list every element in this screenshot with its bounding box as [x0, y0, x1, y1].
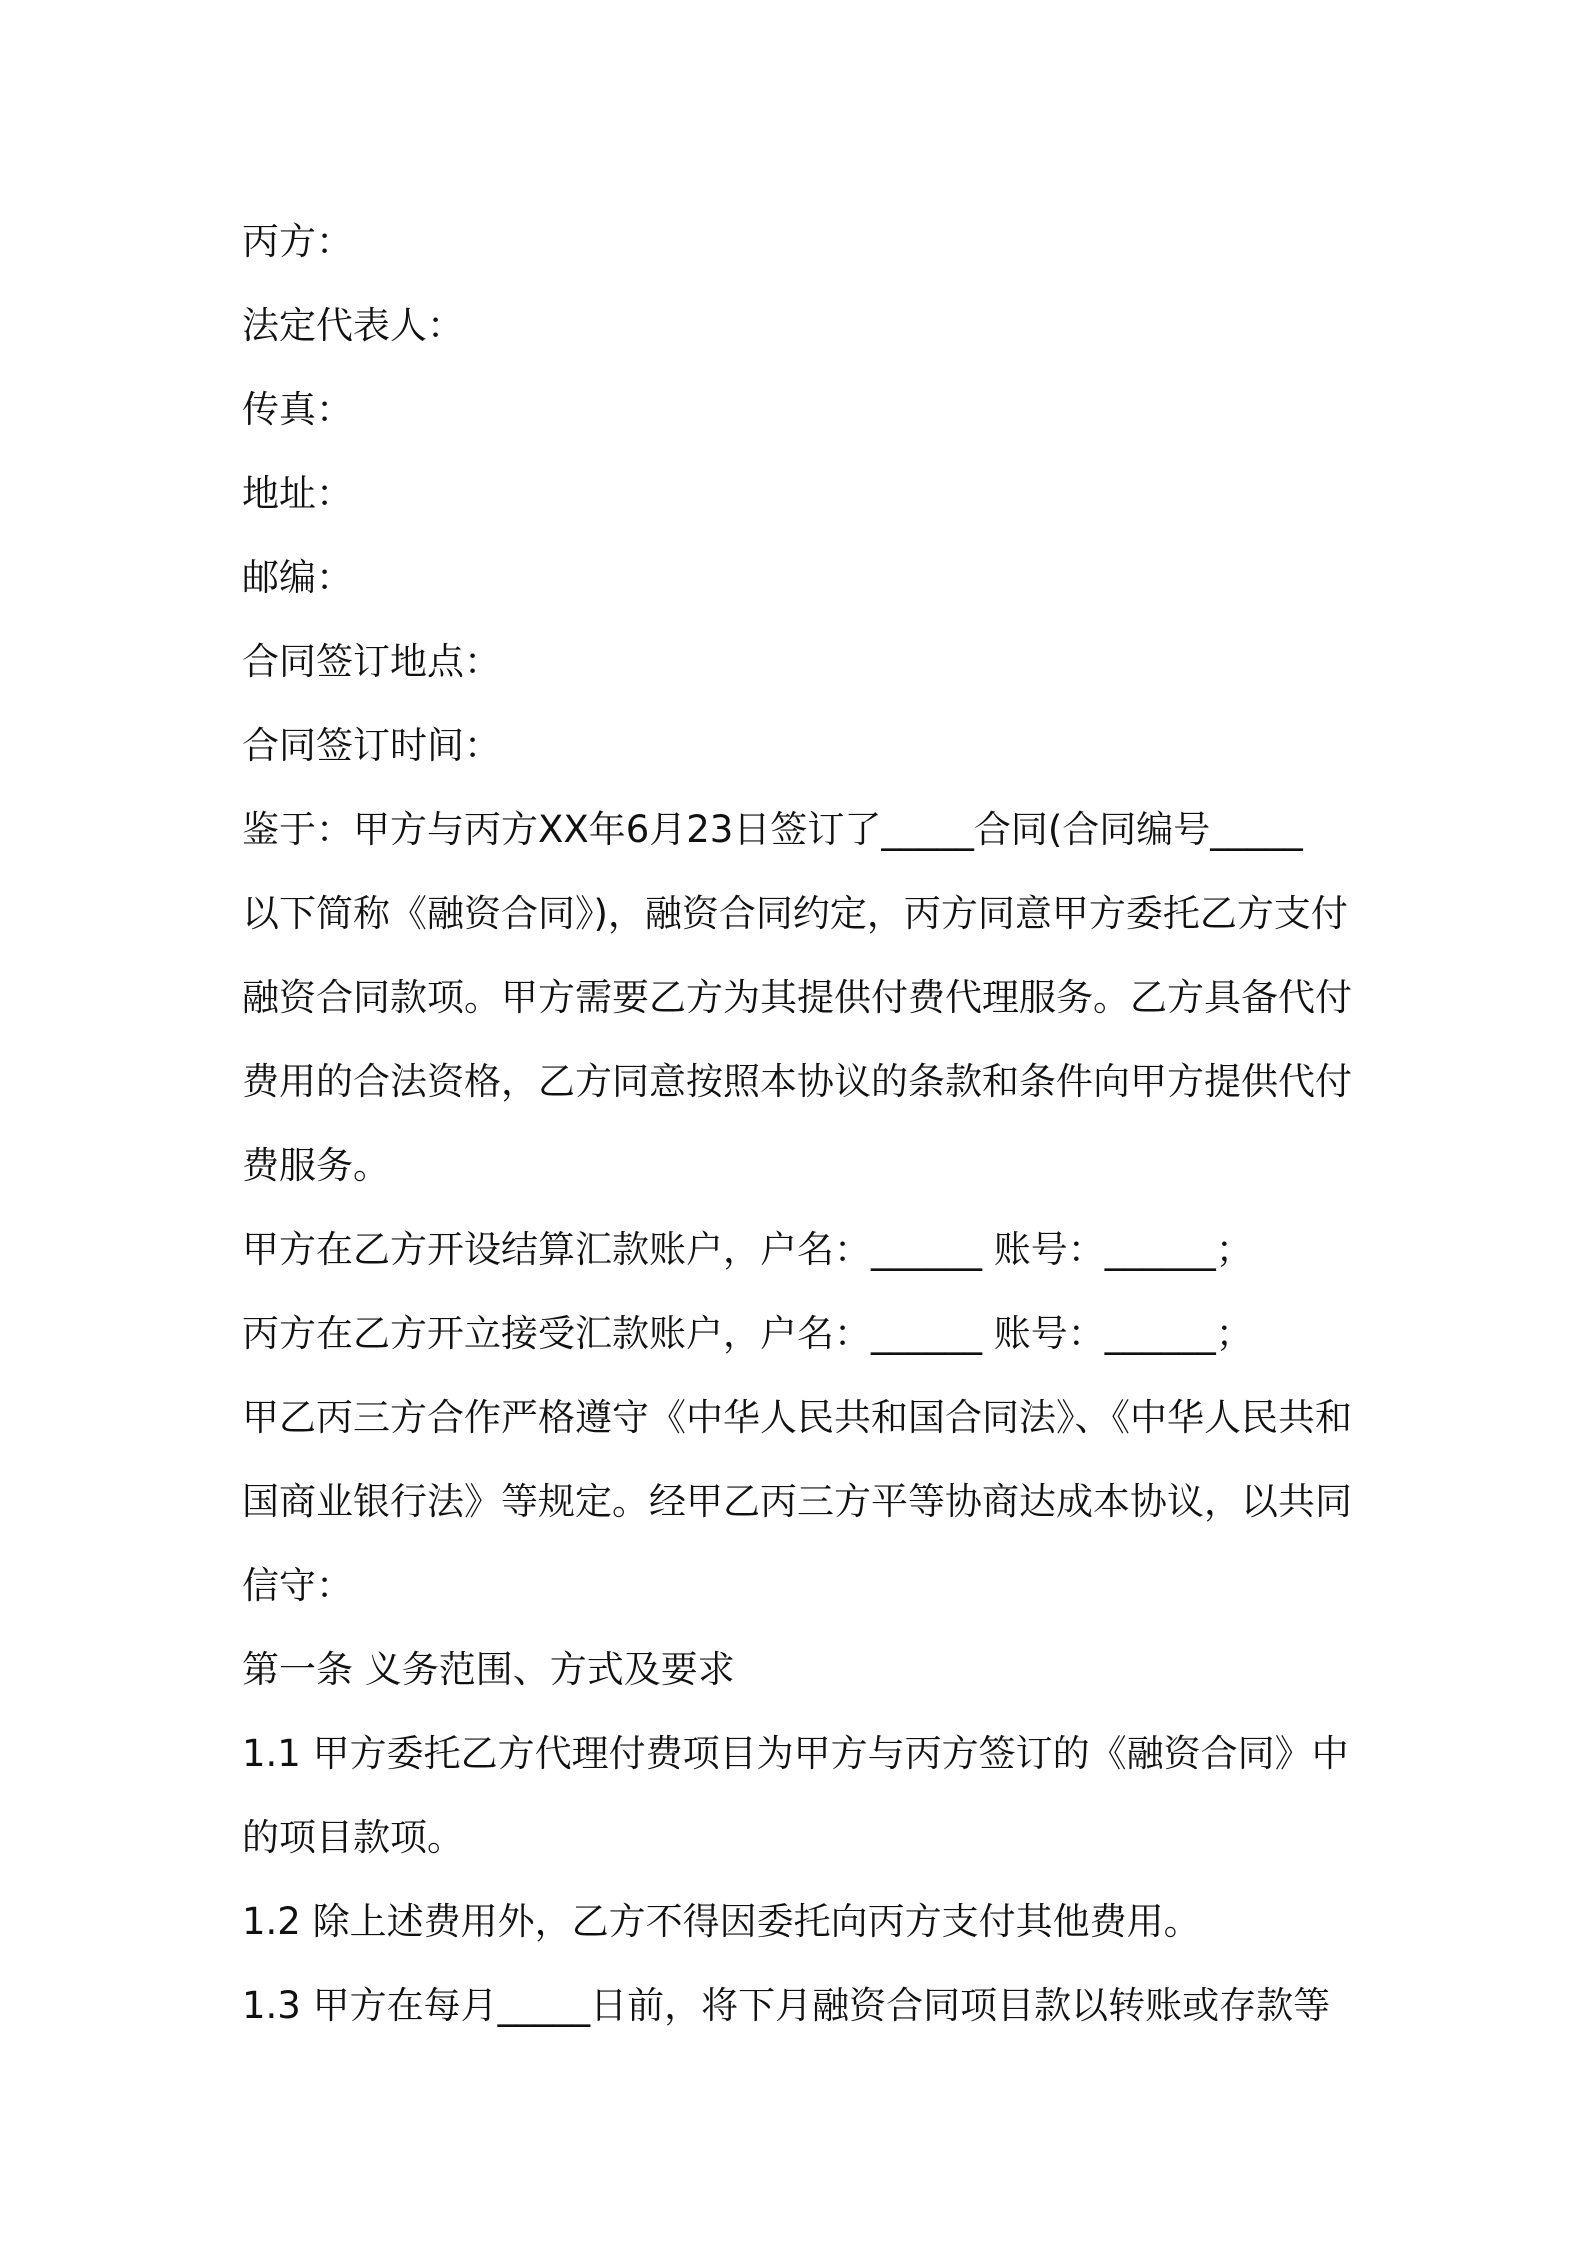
- whereas-line-5: 费服务。: [242, 1144, 390, 1187]
- whereas-line-2: 以下简称《融资合同》)，融资合同约定，丙方同意甲方委托乙方支付: [242, 892, 1348, 935]
- whereas-line-4: 费用的合法资格，乙方同意按照本协议的条款和条件向甲方提供代付: [242, 1060, 1352, 1103]
- document-body: [242, 200, 1362, 2048]
- whereas-line-1: 鉴于：甲方与丙方XX年6月23日签订了_____合同(合同编号_____: [242, 808, 1303, 851]
- party-a-account-line: 甲方在乙方开设结算汇款账户，户名：______ 账号：______；: [242, 1228, 1253, 1271]
- fax-label: 传真：: [242, 388, 353, 431]
- clause-1-1-line-1: 1.1 甲方委托乙方代理付费项目为甲方与丙方签订的《融资合同》中: [242, 1732, 1349, 1775]
- compliance-line-1: 甲乙丙三方合作严格遵守《中华人民共和国合同法》、《中华人民共和: [242, 1396, 1352, 1439]
- party-c-account-line: 丙方在乙方开立接受汇款账户，户名：______ 账号：______；: [242, 1312, 1253, 1355]
- compliance-line-3: 信守：: [242, 1564, 353, 1607]
- article-one-heading: 第一条 义务范围、方式及要求: [242, 1648, 735, 1691]
- clause-1-2: 1.2 除上述费用外，乙方不得因委托向丙方支付其他费用。: [242, 1900, 1201, 1943]
- party-c-label: 丙方：: [242, 220, 353, 263]
- postcode-label: 邮编：: [242, 556, 353, 599]
- legal-representative-label: 法定代表人：: [242, 304, 464, 347]
- address-label: 地址：: [242, 472, 353, 515]
- compliance-line-2: 国商业银行法》等规定。经甲乙丙三方平等协商达成本协议，以共同: [242, 1480, 1352, 1523]
- signing-place-label: 合同签订地点：: [242, 640, 501, 683]
- signing-time-label: 合同签订时间：: [242, 724, 501, 767]
- clause-1-1-line-2: 的项目款项。: [242, 1816, 464, 1859]
- clause-1-3-line-1: 1.3 甲方在每月_____日前，将下月融资合同项目款以转账或存款等: [242, 1984, 1331, 2027]
- whereas-line-3: 融资合同款项。甲方需要乙方为其提供付费代理服务。乙方具备代付: [242, 976, 1352, 1019]
